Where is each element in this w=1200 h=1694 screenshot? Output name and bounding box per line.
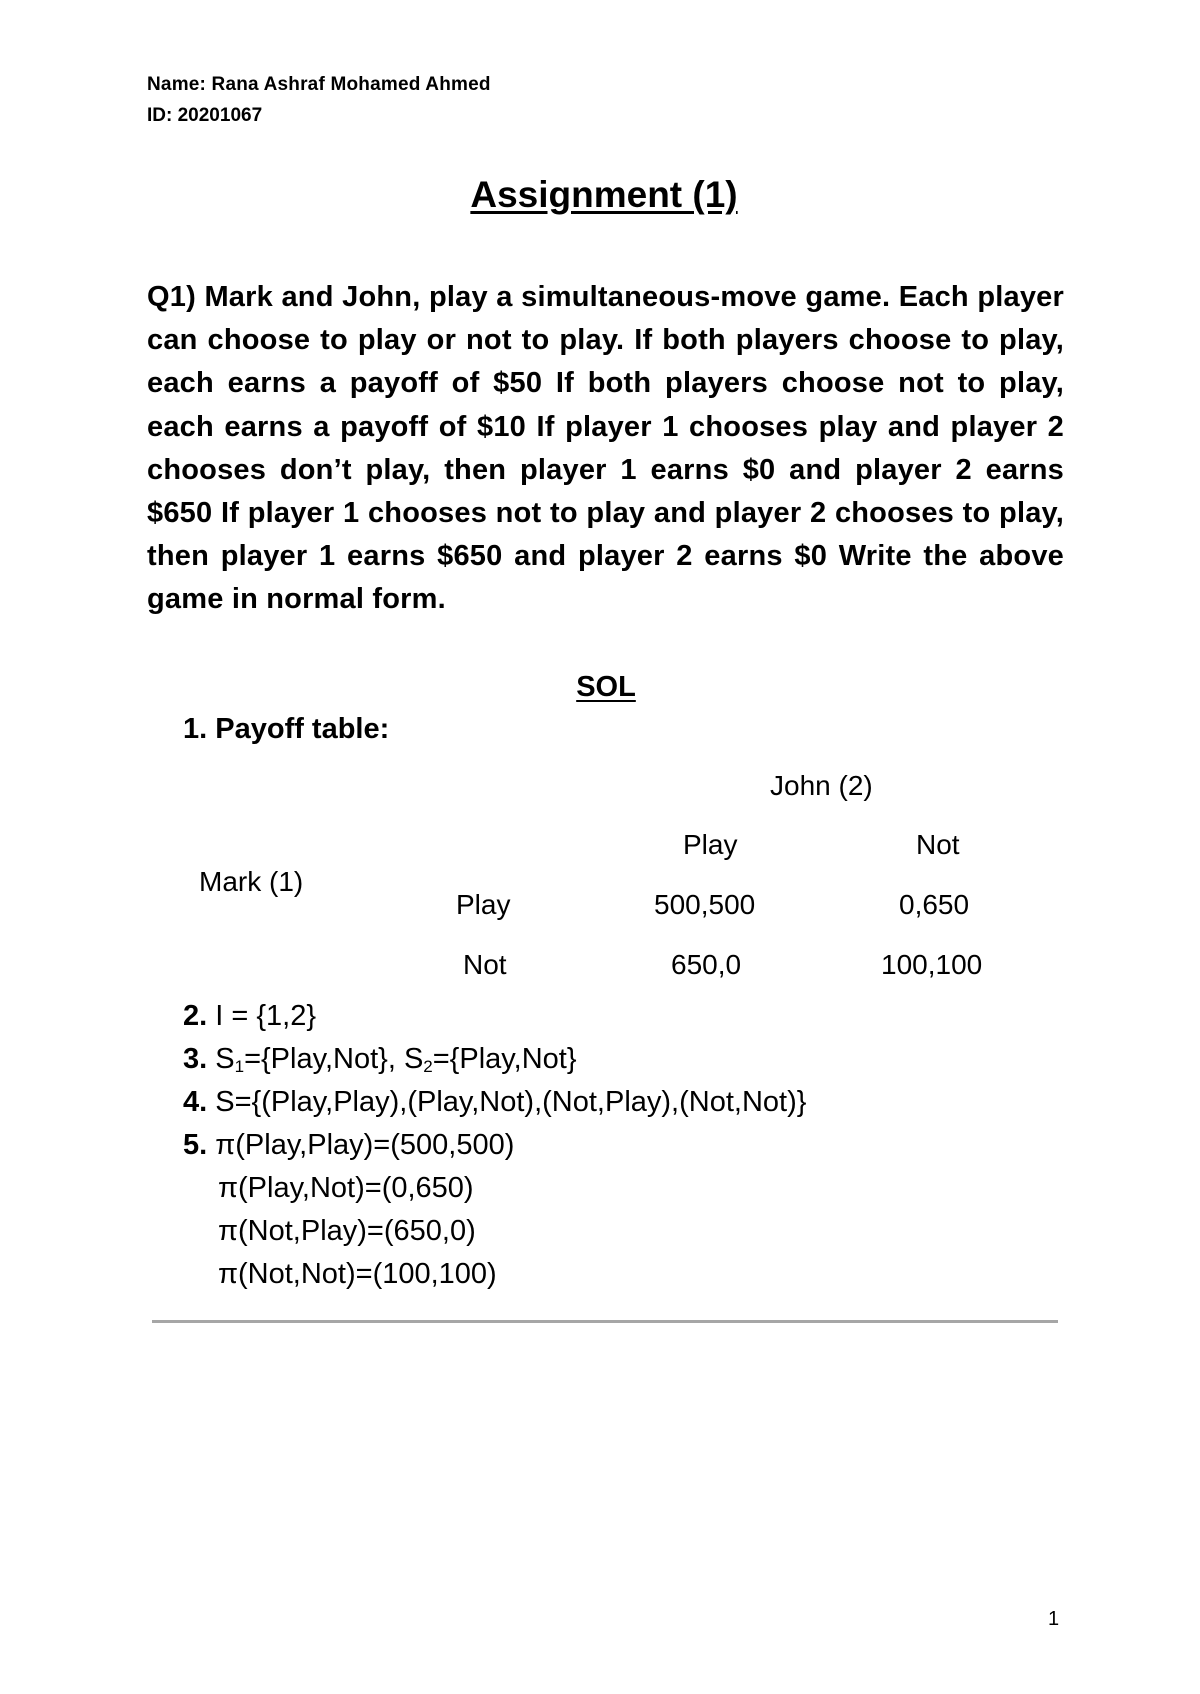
s1-symbol: S: [215, 1043, 235, 1075]
cell-not-play: 650,0: [671, 949, 742, 980]
step-1: [183, 713, 389, 746]
payoff-line-play-play: π(Play,Play)=(500,500): [215, 1129, 515, 1161]
step-5-number: 5.: [183, 1129, 208, 1161]
column-header-play: Play: [683, 829, 738, 860]
step-1-text: Payoff table:: [215, 713, 390, 745]
payoff-line-not-not: π(Not,Not)=(100,100): [218, 1258, 497, 1290]
step-2: [183, 1000, 316, 1033]
step-3: [183, 1043, 577, 1077]
student-name: Name: Rana Ashraf Mohamed Ahmed: [147, 74, 491, 95]
step-4-number: 4.: [183, 1086, 208, 1118]
cell-not-not: 100,100: [881, 949, 983, 980]
step-5: [183, 1129, 514, 1162]
s2-values: ={Play,Not}: [432, 1043, 577, 1075]
row-header-not: Not: [463, 949, 507, 980]
cell-play-not: 0,650: [899, 889, 970, 920]
step-2-number: 2.: [183, 1000, 208, 1032]
payoff-line-not-play: π(Not,Play)=(650,0): [218, 1215, 476, 1247]
cell-play-play: 500,500: [654, 889, 756, 920]
question-text: Q1) Mark and John, play a simultaneous-move game. Each player can choose to play or not to play. If both players choose to play, each earns a payoff of $50 If both players choose not to play, each earns a payoff of $10 If player 1 chooses play and player 2 chooses don’t play, then player 1 earns $0 and player 2 earns $650 If player 1 chooses not to play and player 2 chooses to play, then player 1 earns $650 and player 2 earns $0 Write the above game in normal form.: [147, 281, 1064, 616]
solution-heading: SOL: [576, 671, 636, 703]
student-id: ID: 20201067: [147, 105, 263, 126]
s2-subscript: 2: [423, 1057, 433, 1076]
assignment-title: Assignment (1): [470, 174, 738, 215]
horizontal-divider: [152, 1320, 1058, 1323]
page-number: 1: [1048, 1608, 1060, 1630]
step-3-number: 3.: [183, 1043, 208, 1075]
step-2-text: I = {1,2}: [215, 1000, 317, 1032]
column-player-label: John (2): [770, 770, 873, 801]
strategy-set-2: [404, 1043, 577, 1075]
column-header-not: Not: [916, 829, 960, 860]
s1-values: ={Play,Not},: [244, 1043, 404, 1075]
row-player-label: Mark (1): [199, 866, 304, 897]
strategy-set-1: [215, 1043, 404, 1075]
step-1-number: 1.: [183, 713, 208, 745]
s1-subscript: 1: [234, 1057, 245, 1076]
row-header-play: Play: [456, 889, 511, 920]
payoff-line-play-not: π(Play,Not)=(0,650): [218, 1172, 474, 1204]
step-4: [183, 1086, 806, 1119]
step-4-text: S={(Play,Play),(Play,Not),(Not,Play),(Not,Not)}: [215, 1086, 807, 1118]
s2-symbol: S: [403, 1043, 424, 1075]
